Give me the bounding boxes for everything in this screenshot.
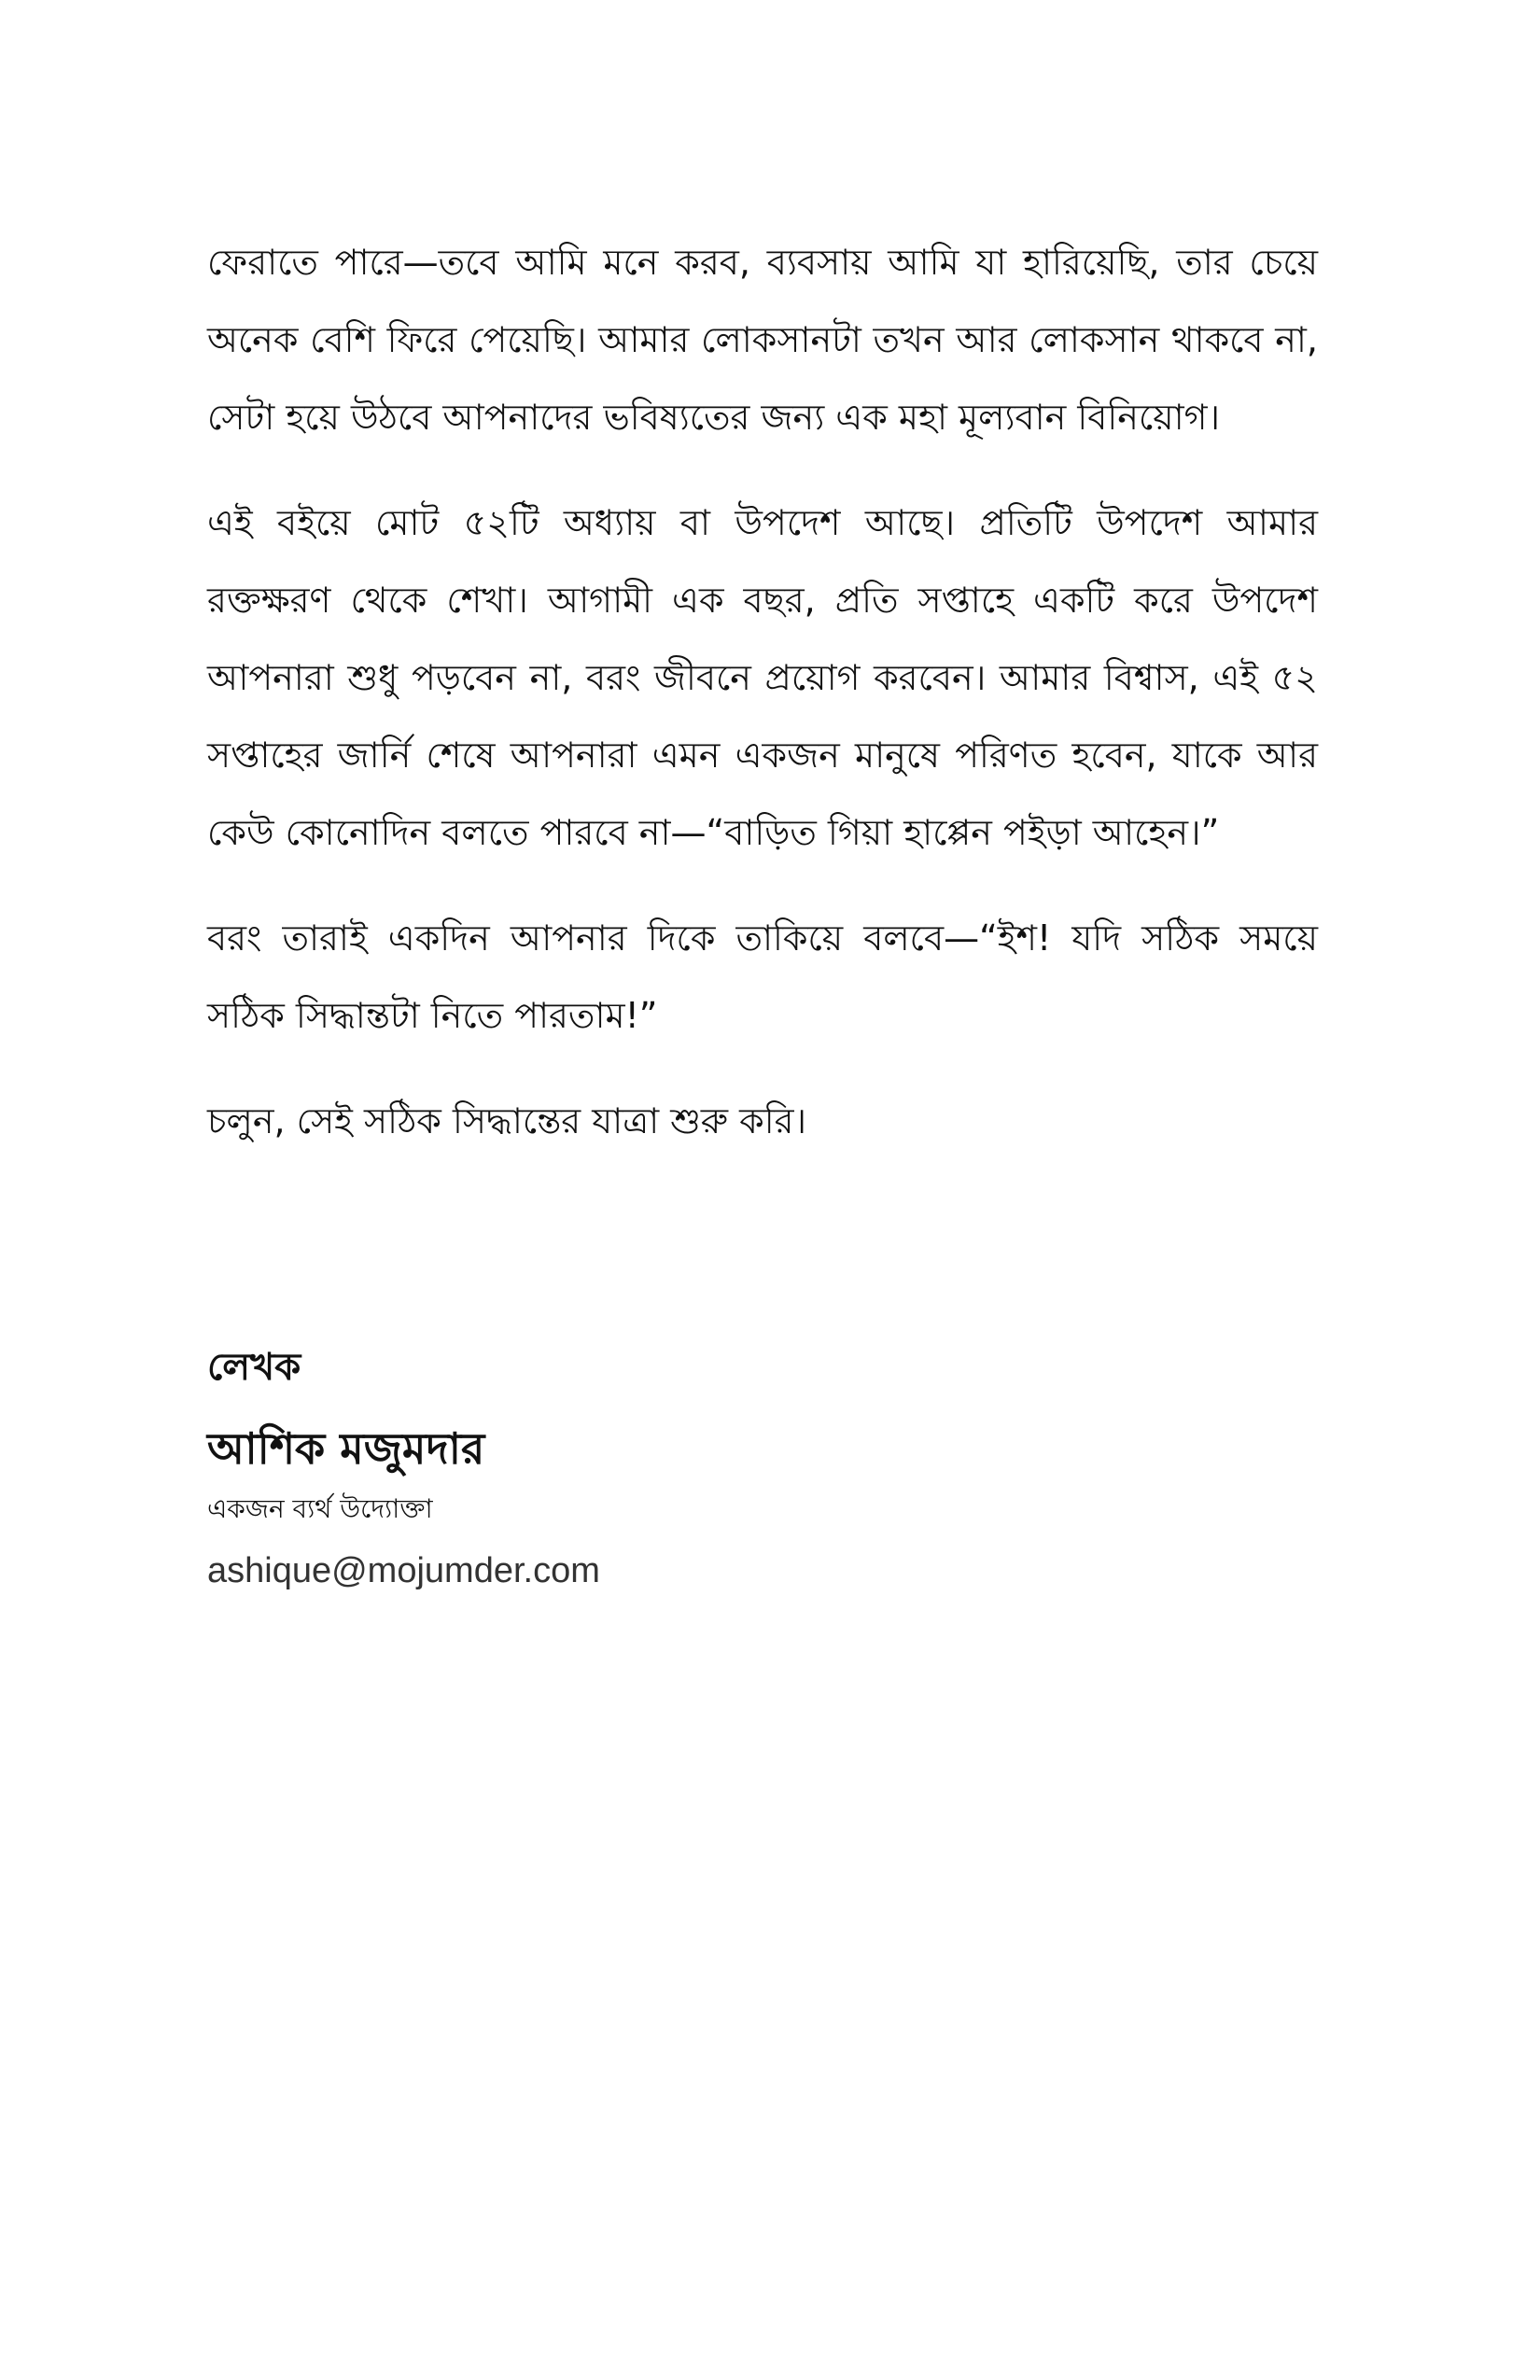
author-signature (207, 1339, 1047, 1595)
paragraph-2: এই বইয়ে মোট ৫২টি অধ্যায় বা উপদেশ আছে। প্রতিটি উপদেশ আমার রক্তক্ষরণ থেকে শেখা। আগামী এক বছর, প্রতি সপ্তাহে একটি করে উপদেশ আপনারা শুধু পড়বেন না, বরং জীবনে প্রয়োগ করবেন। আমার বিশ্বাস, এই ৫২ সপ্তাহের জার্নি শেষে আপনারা এমন একজন মানুষে পরিণত হবেন, যাকে আর কেউ কোনোদিন বলতে পারবে না—“বাড়িত গিয়া হাপ্পেন পইড়া আহেন।” (207, 502, 1318, 853)
author-name: আশিক মজুমদার (207, 1423, 485, 1474)
author-label: লেখক (207, 1346, 301, 1389)
paragraph-3: বরং তারাই একদিন আপনার দিকে তাকিয়ে বলবে—“ইশ! যদি সঠিক সময়ে সঠিক সিদ্ধান্তটা নিতে পারতাম!” (207, 917, 1318, 1036)
paragraph-1: ফেরাতে পারে—তবে আমি মনে করব, ব্যবসায় আমি যা হারিয়েছি, তার চেয়ে অনেক বেশি ফিরে পেয়েছি। আমার লোকসানটা তখন আর লোকসান থাকবে না, সেটা হয়ে উঠবে আপনাদের ভবিষ্যতের জন্য এক মহা মূল্যবান বিনিয়োগ। (207, 242, 1318, 438)
author-email: ashique@mojumder.com (207, 1551, 600, 1590)
paragraph-4: চলুন, সেই সঠিক সিদ্ধান্তের যাত্রা শুরু করি। (207, 1100, 807, 1141)
body-text (207, 224, 1318, 1188)
author-role: একজন ব্যর্থ উদ্যোক্তা (207, 1493, 433, 1524)
